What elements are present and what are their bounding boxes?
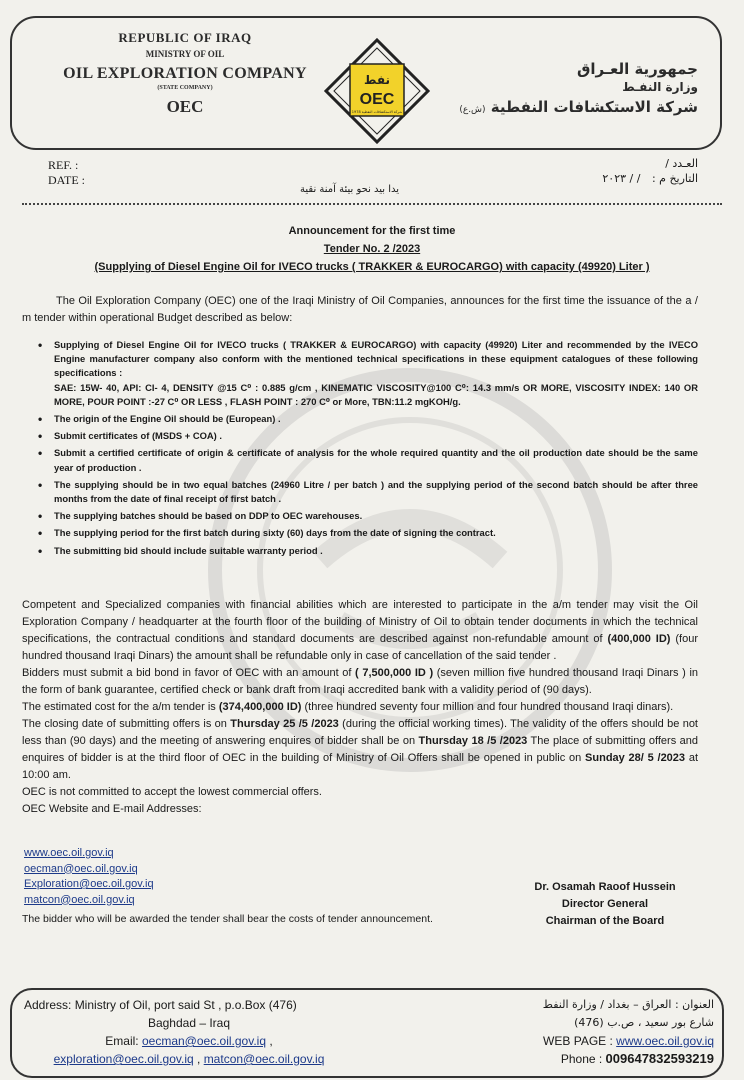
list-item: • Supplying of Diesel Engine Oil for IVECO trucks ( TRAKKER & EUROCARGO) with capacity (49920) Liter and recommended by the IVECO Engine manufacturer company also conform with the mentioned technical specifications in these equipment catalogues of these following specifications : SAE: 15W- 40, API: CI- 4, DENSITY @15 C⁰ : 0.885 g/cm , KINEMATIC VISCOSITY@100 C⁰: 14.3 mm/s OR MORE, VISCOSITY INDEX: 140 OR MORE, POUR POINT :-27 C⁰ OR LESS , FLASH POINT : 270 C⁰ or More, TBN:11.2 mgKOH/g. [36, 338, 698, 409]
announcement-cost-note: The bidder who will be awarded the tender shall bear the costs of tender announcement. [22, 913, 433, 925]
intro-paragraph: The Oil Exploration Company (OEC) one of the Iraqi Ministry of Oil Companies, announces for the first time the issuance of the a / m tender within operational Budget described as below: [22, 295, 698, 324]
footer-city: Baghdad – Iraq [147, 1016, 231, 1030]
footer-email-matcon[interactable]: matcon@oec.oil.gov.iq [203, 1052, 325, 1066]
bid-bond-paragraph: Bidders must submit a bid bond in favor of OEC with an amount of ( 7,500,000 ID ) (seven million five hundred thousand Iraqi Dinars ) in the form of bank guarantee, certified check or bank draft from Iraqi accredited bank with a validity period of (90 days). [22, 667, 699, 696]
signature-block [520, 879, 690, 930]
announcement-titles [20, 222, 724, 276]
footer-email-exploration[interactable]: exploration@oec.oil.gov.iq [53, 1052, 194, 1066]
tender-terms [22, 597, 698, 818]
commitment-paragraph: OEC is not committed to accept the lowest commercial offers. [22, 786, 322, 798]
email-link-oecman[interactable]: oecman@oec.oil.gov.iq [24, 862, 138, 875]
footer-address: Address: Ministry of Oil, port said St , p.o.Box (476) [24, 998, 297, 1012]
country-name: REPUBLIC OF IRAQ [118, 30, 252, 45]
footer-email-oecman[interactable]: oecman@oec.oil.gov.iq [141, 1034, 267, 1048]
company-abbr: OEC [166, 97, 204, 116]
list-item: • The supplying batches should be based on DDP to OEC warehouses. [36, 509, 698, 523]
email-link-exploration[interactable]: Exploration@oec.oil.gov.iq [24, 878, 154, 890]
contact-links [24, 846, 154, 908]
ministry-name: MINISTRY OF OIL [145, 49, 225, 59]
logo-text: OEC [359, 91, 395, 108]
company-name: OIL EXPLORATION COMPANY [63, 65, 307, 82]
oec-logo-icon [324, 38, 430, 144]
list-item: • The supplying should be in two equal batches (24960 Litre / per batch ) and the supplying period of the second batch should be after three months from the date of final receipt of first batch . [36, 478, 698, 506]
tender-subject: (Supplying of Diesel Engine Oil for IVECO trucks ( TRAKKER & EUROCARGO) with capacity (49920) Liter ) [94, 261, 650, 273]
ar-ministry-name: وزارة النفـط [622, 80, 698, 94]
ref-date-block [48, 158, 85, 188]
footer-phone-number: 009647832593219 [605, 1051, 714, 1066]
announcement-heading: Announcement for the first time [288, 225, 456, 237]
specification-list [36, 338, 698, 561]
estimated-cost-paragraph: The estimated cost for the a/m tender is (374,400,000 ID) (three hundred seventy four million and four hundred thousand Iraqi dinars). [22, 701, 674, 713]
signatory-title: Director General [561, 898, 649, 910]
footer-arabic-contact [474, 996, 714, 1068]
ar-ref-label: العـدد / [665, 157, 698, 170]
list-item: • The origin of the Engine Oil should be (European) . [36, 412, 698, 426]
list-item: • Submit a certified certificate of origin & certificate of analysis for the whole required quantity and the oil production date should be the same year of production . [36, 446, 698, 474]
footer-email-row-2: exploration@oec.oil.gov.iq , matcon@oec.oil.gov.iq [53, 1052, 325, 1066]
documents-paragraph: Competent and Specialized companies with financial abilities which are interested to participate in the a/m tender may visit the Oil Exploration Company / headquarter at the fourth floor of the building of Ministry of Oil to obtain tender documents in which the technical specifications, the contractual conditions and standard documents are described against non-refundable amount of (400,000 ID) (four hundred thousand Iraqi Dinars) the amount shall be refundable only in case of cancellation of the said tender . [22, 599, 698, 662]
ar-company-name: شركة الاستكشافات النفطية (ش.ع) [459, 98, 698, 116]
logo-arabic-text: نفط [364, 73, 390, 87]
website-link[interactable]: www.oec.oil.gov.iq [24, 847, 114, 859]
tender-number: Tender No. 2 /2023 [323, 243, 421, 255]
footer-phone-row: Phone : 009647832593219 [560, 1051, 714, 1066]
logo-footer-text: شركة الاستكشافات النفطية 1978 [351, 110, 403, 114]
arabic-letterhead [438, 60, 698, 116]
date-label: DATE : [48, 173, 85, 187]
list-item: • The submitting bid should include suitable warranty period . [36, 544, 698, 558]
list-item: • The supplying period for the first batch during sixty (60) days from the date of signing the contract. [36, 526, 698, 540]
footer-webpage-row: WEB PAGE : www.oec.oil.gov.iq [543, 1034, 714, 1048]
signatory-role: Chairman of the Board [545, 915, 665, 927]
ref-label: REF. : [48, 158, 79, 172]
footer-ar-address: العنوان : العراق – بغداد / وزارة النفط [542, 998, 714, 1011]
ar-ref-date-block [602, 156, 698, 186]
company-type: (STATE COMPANY) [157, 85, 213, 91]
closing-date-paragraph: The closing date of submitting offers is on Thursday 25 /5 /2023 (during the official working times). The validity of the offers should be not less than (90 days) and the meeting of answering enquires of bidder shall be on Thursday 18 /5 /2023 The place of submitting offers and enquires of bidder is at the third floor of OEC in the building of Ministry of Oil Offers shall be opened in public on Sunday 28/ 5 /2023 at 10:00 am. [22, 718, 698, 781]
list-item: • Submit certificates of (MSDS + COA) . [36, 429, 698, 443]
footer-english-contact [24, 996, 354, 1068]
company-motto: يدا بيد نحو بيئة آمنة نقية [300, 184, 400, 195]
ar-date-value: / / ٢٠٢٣ [602, 172, 641, 185]
header-divider [22, 203, 722, 205]
footer-webpage-link[interactable]: www.oec.oil.gov.iq [616, 1034, 714, 1048]
email-link-matcon[interactable]: matcon@oec.oil.gov.iq [24, 893, 135, 906]
english-letterhead [50, 30, 320, 117]
footer-ar-street: شارع بور سعيد ، ص.ب (476) [574, 1016, 714, 1029]
footer-email-row: Email: oecman@oec.oil.gov.iq , [105, 1034, 273, 1048]
oil-spec-details: SAE: 15W- 40, API: CI- 4, DENSITY @15 C⁰ : 0.885 g/cm , KINEMATIC VISCOSITY@100 C⁰: 14.3 mm/s OR MORE, VISCOSITY INDEX: 140 OR MORE, POUR POINT :-27 C⁰ OR LESS , FLASH POINT : 270 C⁰ or More, TBN:11.2 mgKOH/g. [54, 381, 698, 407]
signatory-name: Dr. Osamah Raoof Hussein [534, 881, 676, 893]
ar-country-name: جمهورية العـراق [576, 60, 698, 78]
ar-date-row: التاريخ م : / / ٢٠٢٣ [602, 172, 698, 185]
contacts-heading: OEC Website and E-mail Addresses: [22, 803, 202, 815]
